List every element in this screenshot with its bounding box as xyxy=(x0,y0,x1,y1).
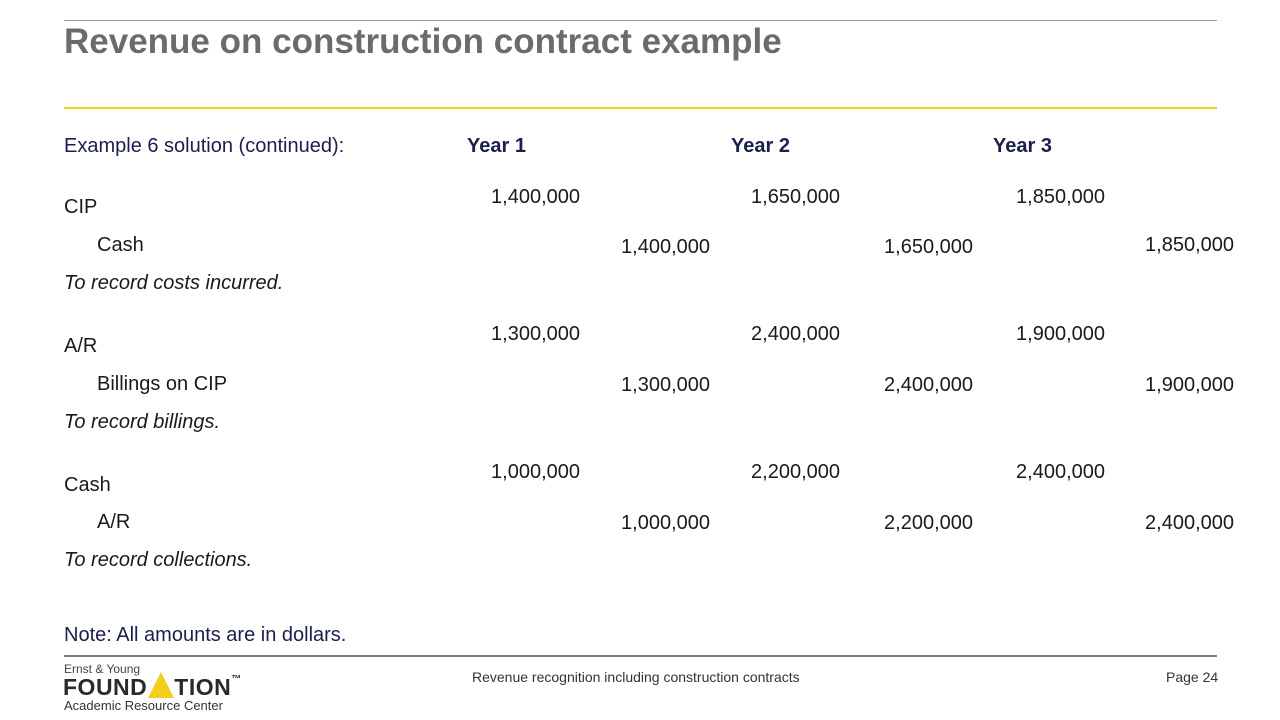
logo-trademark: ™ xyxy=(231,674,242,685)
entry-2-credit-year-2: 2,400,000 xyxy=(884,374,973,396)
entry-3-credit-account: A/R xyxy=(97,511,131,533)
footer-title: Revenue recognition including construction contracts xyxy=(472,669,800,685)
entry-3-credit-year-1: 1,000,000 xyxy=(621,512,710,534)
entry-2-debit-year-1: 1,300,000 xyxy=(491,323,580,345)
entry-2-debit-year-3: 1,900,000 xyxy=(1016,323,1105,345)
entry-1-credit-year-1: 1,400,000 xyxy=(621,236,710,258)
entry-2-credit-year-3: 1,900,000 xyxy=(1145,374,1234,396)
entry-3-debit-account: Cash xyxy=(64,474,111,496)
footer-divider xyxy=(64,655,1217,657)
entry-3-memo: To record collections. xyxy=(64,549,253,571)
amounts-note: Note: All amounts are in dollars. xyxy=(64,624,347,646)
logo-academic-resource-center: Academic Resource Center xyxy=(64,698,223,713)
entry-2-memo: To record billings. xyxy=(64,411,221,433)
example-label: Example 6 solution (continued): xyxy=(64,135,345,157)
slide-title: Revenue on construction contract example xyxy=(64,22,782,61)
logo-ernst-young: Ernst & Young xyxy=(64,662,141,676)
entry-1-credit-account: Cash xyxy=(97,234,144,256)
top-divider xyxy=(64,20,1217,21)
year-1-header: Year 1 xyxy=(467,135,526,157)
entry-3-debit-year-1: 1,000,000 xyxy=(491,461,580,483)
entry-3-credit-year-3: 2,400,000 xyxy=(1145,512,1234,534)
logo-found-part-b: TION xyxy=(174,674,232,700)
entry-1-debit-year-2: 1,650,000 xyxy=(751,186,840,208)
entry-2-credit-account: Billings on CIP xyxy=(97,373,228,395)
year-2-header: Year 2 xyxy=(731,135,790,157)
entry-1-debit-year-1: 1,400,000 xyxy=(491,186,580,208)
entry-1-debit-year-3: 1,850,000 xyxy=(1016,186,1105,208)
entry-1-memo: To record costs incurred. xyxy=(64,272,284,294)
entry-2-debit-account: A/R xyxy=(64,335,98,357)
entry-3-debit-year-2: 2,200,000 xyxy=(751,461,840,483)
logo-found-part-a: FOUND xyxy=(63,674,148,700)
entry-2-debit-year-2: 2,400,000 xyxy=(751,323,840,345)
entry-2-credit-year-1: 1,300,000 xyxy=(621,374,710,396)
page-number: Page 24 xyxy=(1166,669,1219,685)
entry-1-credit-year-2: 1,650,000 xyxy=(884,236,973,258)
entry-1-debit-account: CIP xyxy=(64,196,98,218)
year-3-header: Year 3 xyxy=(993,135,1052,157)
logo-mark-icon xyxy=(148,672,174,698)
entry-3-debit-year-3: 2,400,000 xyxy=(1016,461,1105,483)
title-underline xyxy=(64,107,1217,109)
entry-3-credit-year-2: 2,200,000 xyxy=(884,512,973,534)
entry-1-credit-year-3: 1,850,000 xyxy=(1145,234,1234,256)
